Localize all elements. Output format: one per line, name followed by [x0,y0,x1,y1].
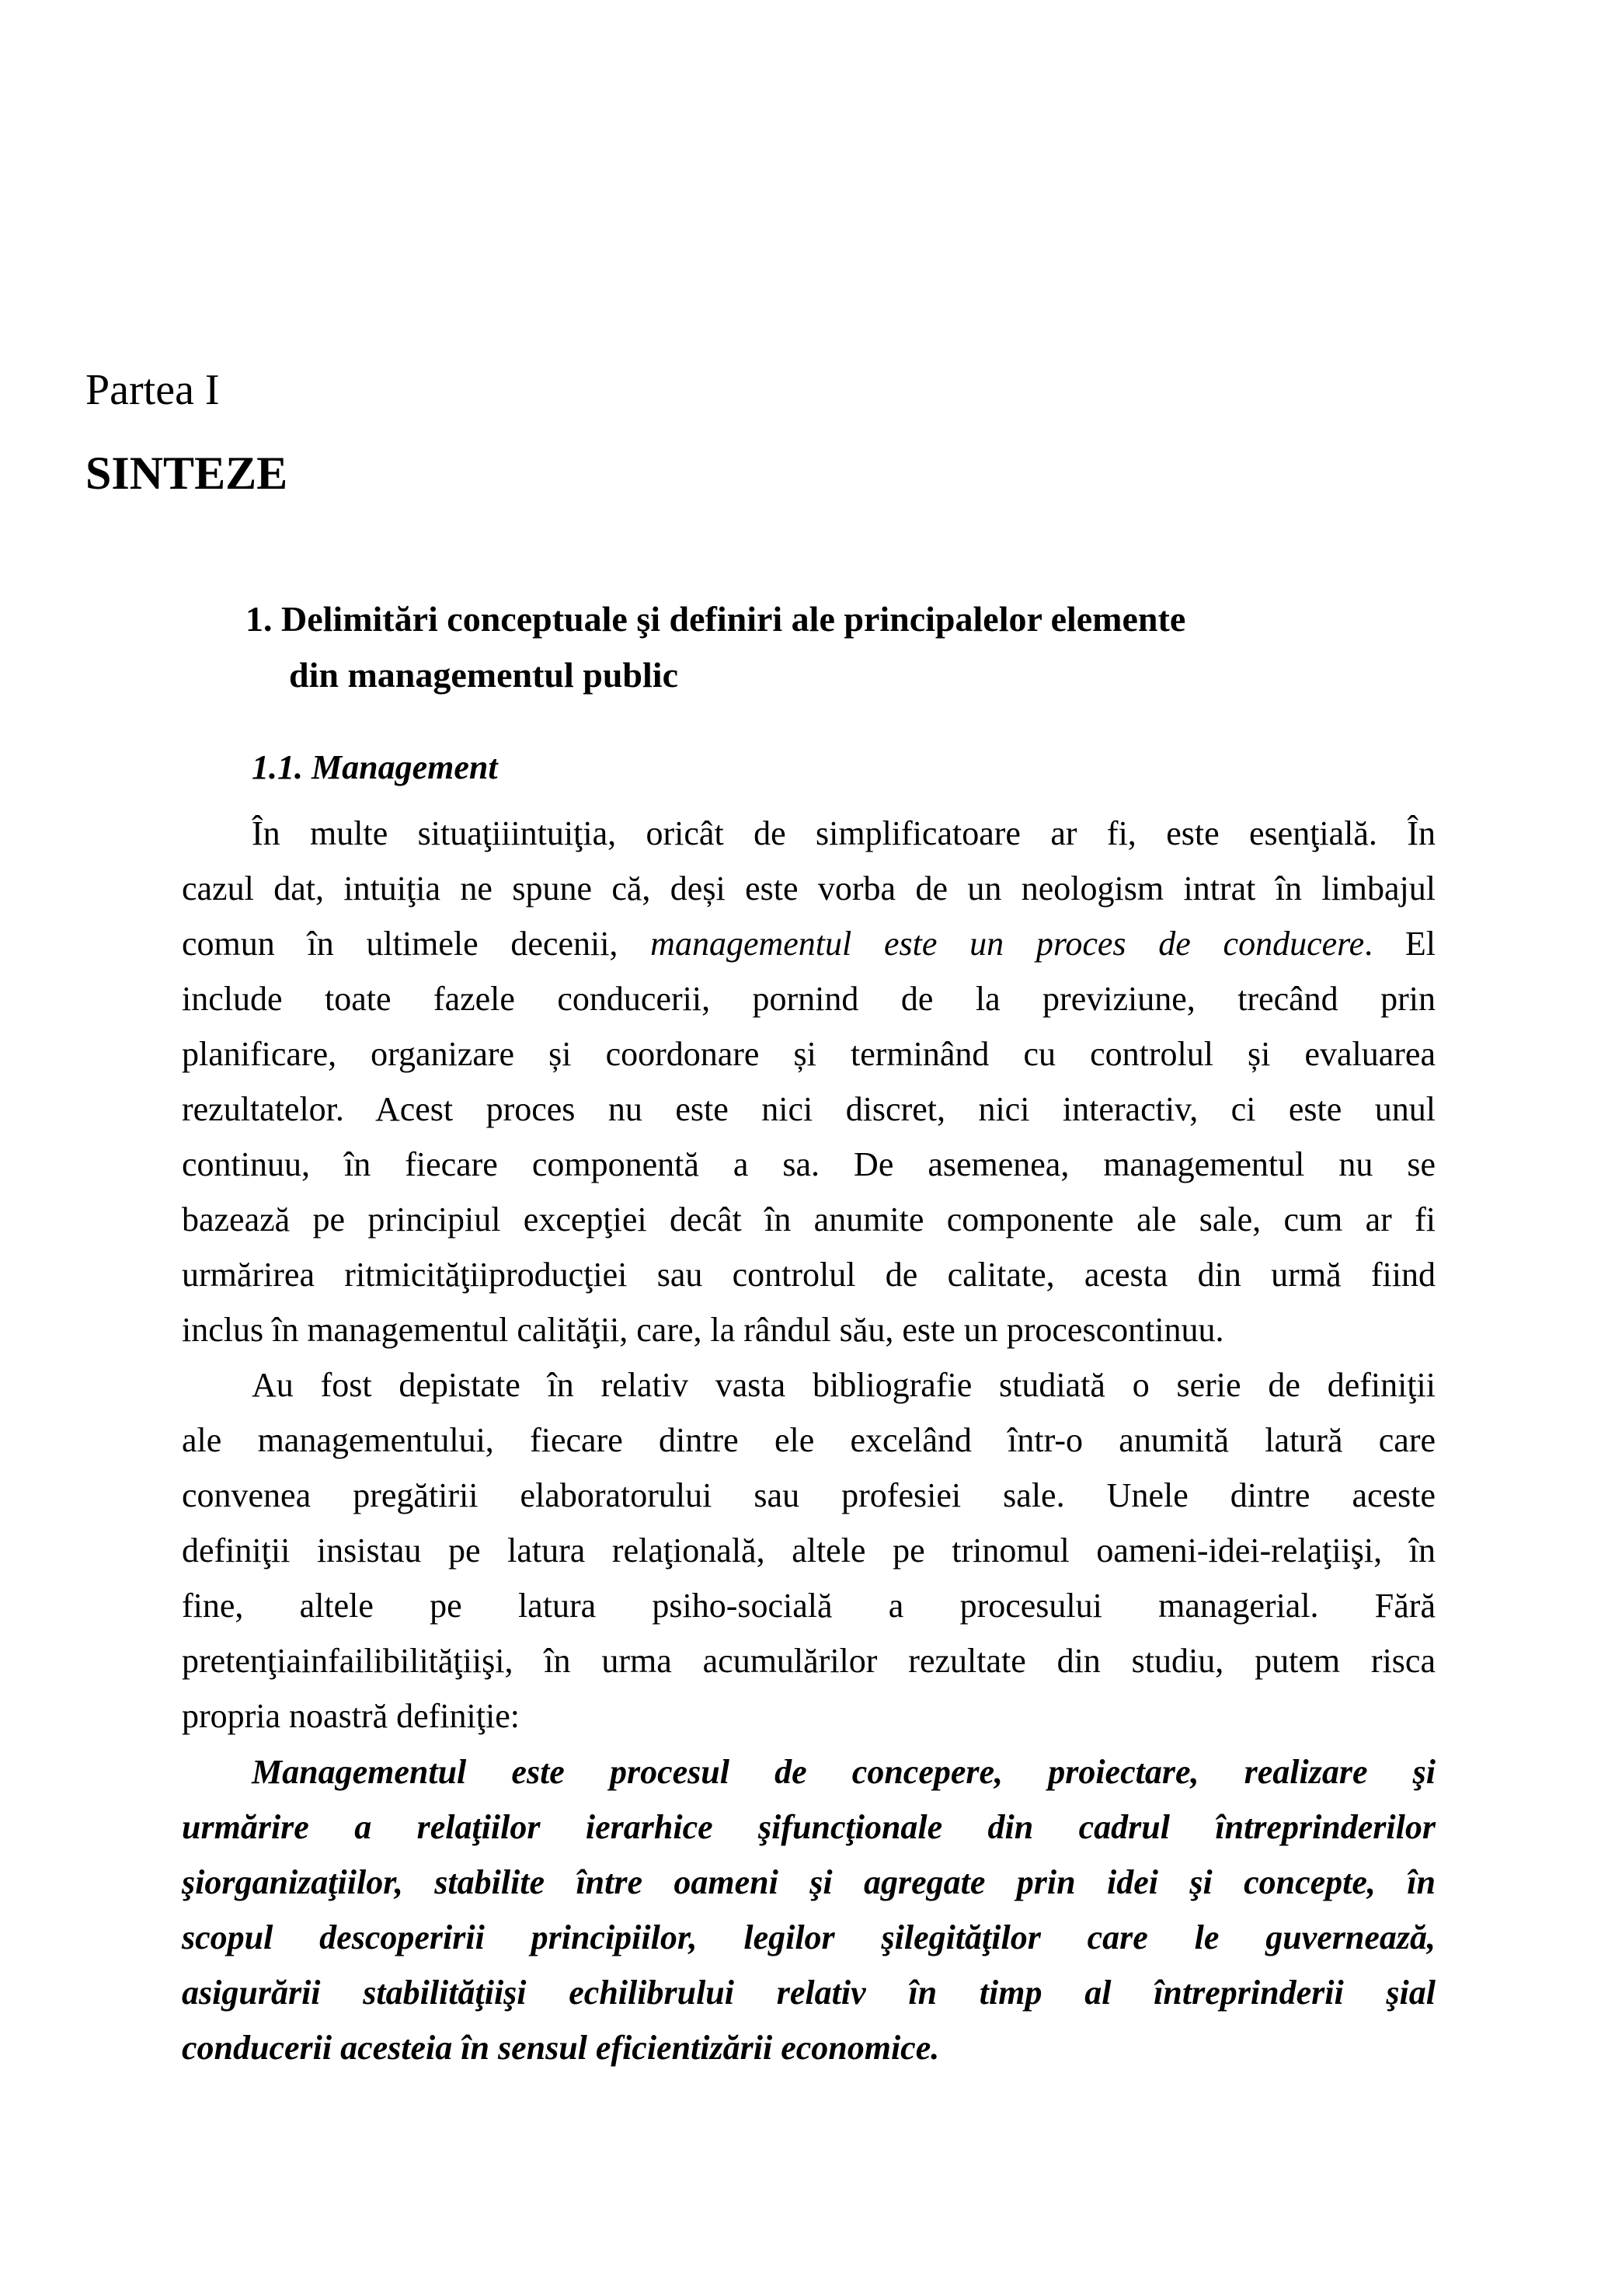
definition-line: asigurării stabilităţiişi echilibrului relativ în timp al întreprinderii şial [182,1974,1436,2012]
paragraph-line: În multe situaţiiintuiţia, oricât de simplificatoare ar fi, este esenţială. În [252,814,1436,852]
paragraph-line: propria noastră definiţie: [182,1697,520,1735]
paragraph-line: include toate fazele conducerii, pornind de la previziune, trecând prin [182,980,1436,1018]
paragraph-line: urmărirea ritmicităţiiproducţiei sau controlul de calitate, acesta din urmă fiind [182,1256,1436,1294]
definition-line: Managementul este procesul de concepere, proiectare, realizare şi [252,1753,1436,1791]
paragraph-line: fine, altele pe latura psiho-socială a procesului managerial. Fără [182,1587,1436,1625]
paragraph-1 [182,806,1436,1357]
chapter-heading-line2: din managementul public [289,655,678,695]
paragraph-line: pretenţiainfailibilităţiişi, în urma acumulărilor rezultate din studiu, putem risca [182,1642,1436,1680]
paragraph-line: convenea pregătirii elaboratorului sau profesiei sale. Unele dintre aceste [182,1476,1436,1514]
paragraph-line [182,916,1436,971]
paragraph-2 [182,1357,1436,1744]
part-title: SINTEZE [85,448,288,499]
definition-line: urmărire a relaţiilor ierarhice şifuncţionale din cadrul întreprinderilor [182,1808,1436,1846]
paragraph-line: continuu, în fiecare componentă a sa. De asemenea, managementul nu se [182,1145,1436,1183]
emphasis-text: managementul este un proces de conducere [650,925,1365,963]
paragraph-line: rezultatelor. Acest proces nu este nici discret, nici interactiv, ci este unul [182,1090,1436,1128]
definition-line: conducerii acesteia în sensul eficientizării economice. [182,2029,940,2067]
part-label: Partea I [85,366,220,414]
text: comun în ultimele decenii, [182,925,651,963]
paragraph-line: Au fost depistate în relativ vasta bibliografie studiată o serie de definiţii [252,1366,1436,1404]
text: . El [1364,925,1436,963]
paragraph-line: planificare, organizare și coordonare și terminând cu controlul și evaluarea [182,1035,1436,1073]
paragraph-line: inclus în managementul calităţii, care, la rândul său, este un procescontinuu. [182,1311,1224,1349]
paragraph-line: ale managementului, fiecare dintre ele excelând într-o anumită latură care [182,1421,1436,1459]
definition-block [182,1744,1436,2075]
definition-line: şiorganizaţiilor, stabilite între oameni şi agregate prin idei şi concepte, în [182,1863,1436,1901]
definition-line: scopul descoperirii principiilor, legilor şilegităţilor care le guvernează, [182,1918,1436,1956]
paragraph-line: definiţii insistau pe latura relaţională, altele pe trinomul oameni-idei-relaţiişi, în [182,1531,1436,1570]
paragraph-line: bazează pe principiul excepţiei decât în anumite componente ale sale, cum ar fi [182,1200,1436,1239]
section-heading: 1.1. Management [252,748,498,786]
chapter-heading-line1: 1. Delimitări conceptuale şi definiri ale principalelor elemente [245,599,1186,639]
paragraph-line: cazul dat, intuiţia ne spune că, deși este vorba de un neologism intrat în limbajul [182,869,1436,908]
